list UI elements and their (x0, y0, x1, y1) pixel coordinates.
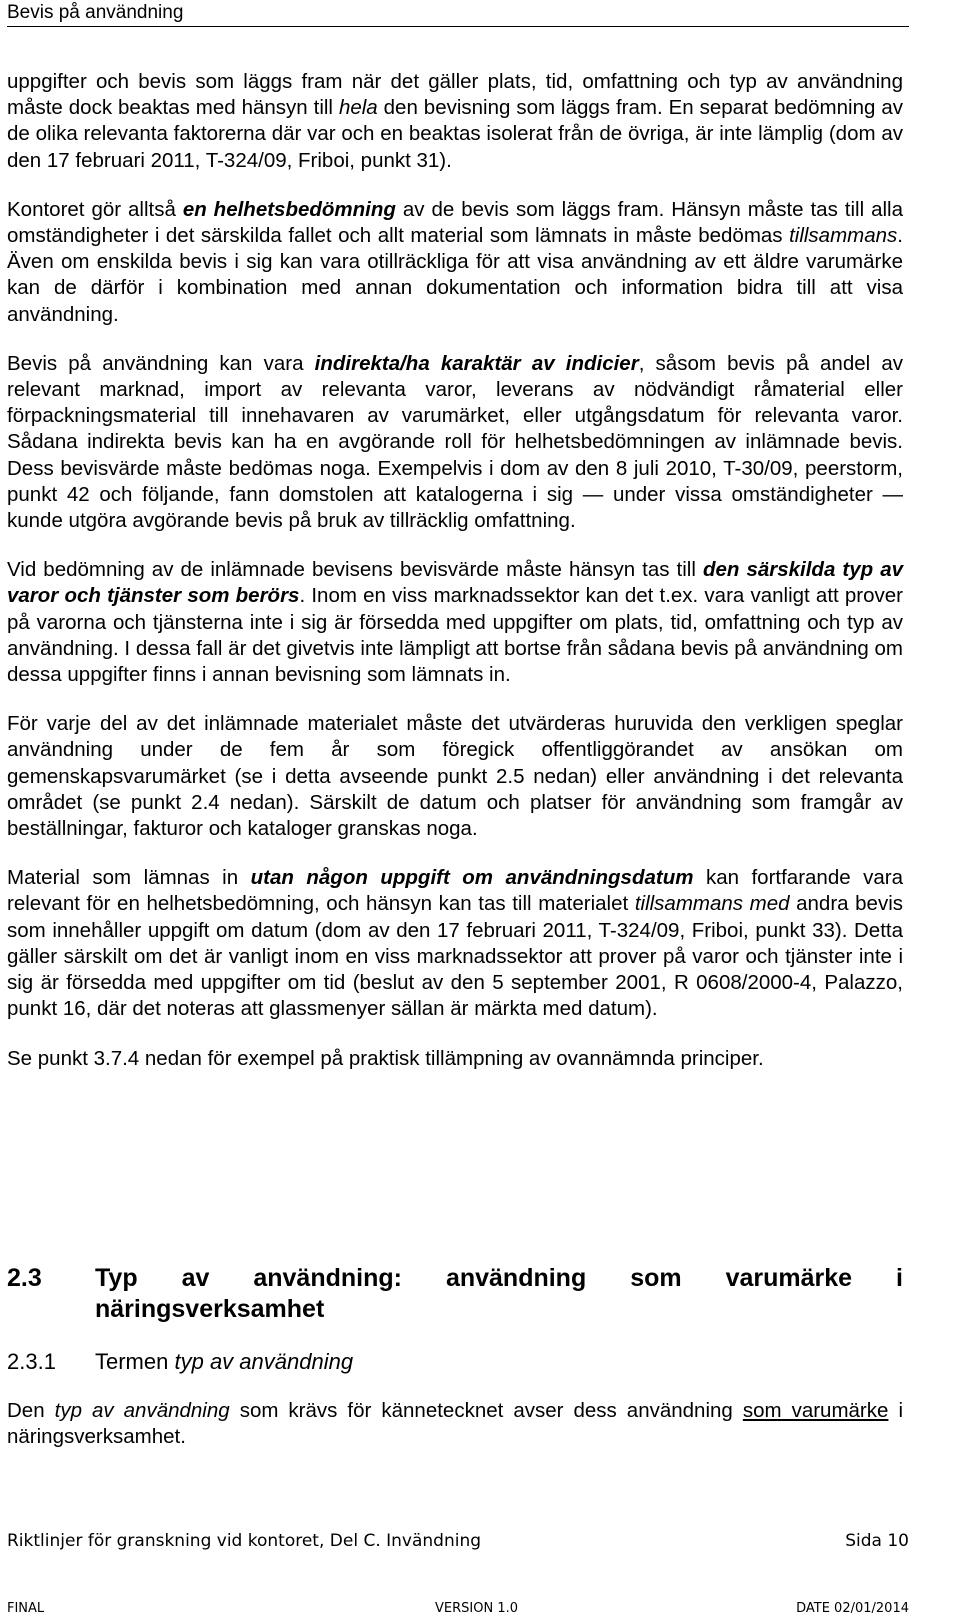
paragraph-8-wrapper (7, 1398, 903, 1450)
paragraph-7: Se punkt 3.7.4 nedan för exempel på praktisk tillämpning av ovannämnda principer. (7, 1046, 764, 1070)
paragraph-8: Den typ av användning som krävs för kännetecknet avser dess användning som varumärke i näringsverksamhet. (7, 1399, 903, 1449)
paragraph-1: uppgifter och bevis som läggs fram när det gäller plats, tid, omfattning och typ av användning måste dock beaktas med hänsyn till hela den bevisning som läggs fram. En separat bedömning av de olika relevanta faktorerna där var och en beaktas isolerat från de övriga, är inte lämplig (dom av den 17 februari 2011, T-324/09, Friboi, punkt 31). (7, 70, 903, 172)
section-heading (7, 1263, 903, 1325)
paragraph-6: Material som lämnas in utan någon uppgift om användningsdatum kan fortfarande vara relevant för en helhetsbedömning, och hänsyn kan tas till materialet tillsammans med andra bevis som innehåller uppgift om datum (dom av den 17 februari 2011, T-324/09, Friboi, punkt 33). Detta gäller särskilt om det är vanligt inom en viss marknadssektor att prover på varor och tjänster inte i sig är försedda med uppgifter om tid (beslut av den 5 september 2001, R 0608/2000-4, Palazzo, punkt 16, där det noteras att glassmenyer sällan är märkta med datum). (7, 866, 903, 1021)
subsection-number: 2.3.1 (7, 1349, 56, 1374)
header-divider (7, 26, 909, 27)
footer-meta (7, 1601, 909, 1616)
footer-document-title: Riktlinjer för granskning vid kontoret, Del C. Invändning (7, 1531, 482, 1551)
page-number: Sida 10 (845, 1531, 909, 1551)
paragraph-4: Vid bedömning av de inlämnade bevisens bevisvärde måste hänsyn tas till den särskilda typ av varor och tjänster som berörs. Inom en viss marknadssektor kan det t.ex. vara vanligt att prover på varorna och tjänsterna inte i sig är försedda med uppgifter om plats, tid, omfattning och typ av användning. I dessa fall är det givetvis inte lämpligt att bortse från sådana bevis på användning om dessa uppgifter finns i annan bevisning som lämnats in. (7, 558, 904, 687)
section-number: 2.3 (7, 1264, 42, 1292)
footer-version: VERSION 1.0 (435, 1601, 518, 1616)
paragraph-2: Kontoret gör alltså en helhetsbedömning av de bevis som läggs fram. Hänsyn måste tas till alla omständigheter i det särskilda fallet och allt material som lämnats in måste bedömas tillsammans. Även om enskilda bevis i sig kan vara otillräckliga för att visa användning av ett äldre varumärke kan de därför i kombination med annan dokumentation och information bidra till att visa användning. (7, 197, 903, 326)
footer-main (7, 1531, 909, 1551)
paragraph-3: Bevis på användning kan vara indirekta/ha karaktär av indicier, såsom bevis på andel av relevant marknad, import av relevanta varor, leverans av nödvändigt råmaterial eller förpackningsmaterial till innehavaren av varumärket, eller utgångsdatum för relevanta varor. Sådana indirekta bevis kan ha en avgörande roll för helhetsbedömningen av inlämnade bevis. Dess bevisvärde måste bedömas noga. Exempelvis i dom av den 8 juli 2010, T-30/09, peerstorm, punkt 42 och följande, fann domstolen att katalogerna i sig — under vissa omständigheter — kunde utgöra avgörande bevis på bruk av tillräcklig omfattning. (7, 351, 903, 533)
paragraph-5: För varje del av det inlämnade materialet måste det utvärderas huruvida den verkligen speglar användning under de fem år som föregick offentliggörandet av ansökan om gemenskapsvarumärket (se i detta avseende punkt 2.5 nedan) eller användning i det relevanta området (se punkt 2.4 nedan). Särskilt de datum och platser för användning som framgår av beställningar, fakturor och kataloger granskas noga. (7, 712, 903, 841)
footer-date: DATE 02/01/2014 (796, 1601, 909, 1616)
running-header: Bevis på användning (7, 2, 184, 23)
subsection-title: Termen typ av användning (95, 1349, 354, 1374)
footer-status: FINAL (7, 1601, 45, 1616)
section-title: Typ av användning: användning som varumärke i näringsverksamhet (95, 1264, 903, 1323)
document-body (7, 69, 903, 1072)
